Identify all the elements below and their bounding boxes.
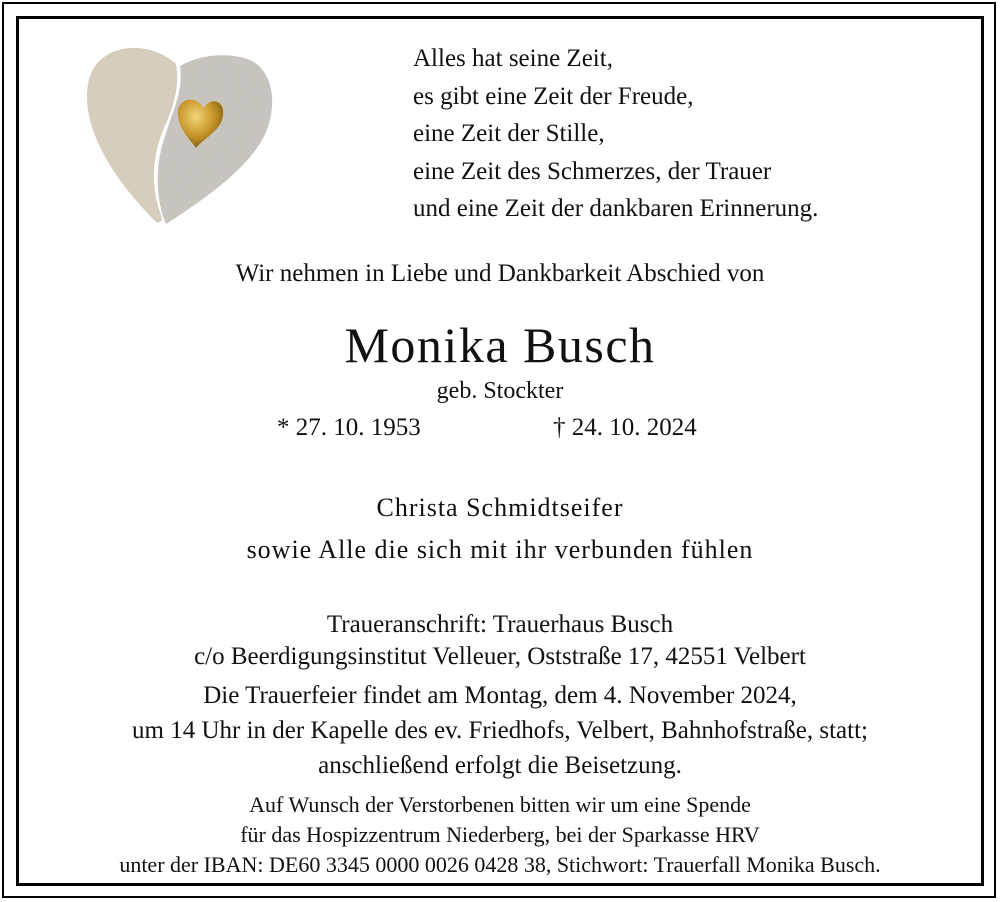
heart-stone-icon <box>80 36 275 236</box>
poem <box>413 40 933 228</box>
mourner-name: Christa Schmidtseifer <box>376 493 624 522</box>
deceased-name: Monika Busch <box>344 317 656 373</box>
poem-line: es gibt eine Zeit der Freude, <box>413 82 694 110</box>
poem-line: eine Zeit der Stille, <box>413 120 605 147</box>
address-line: Traueranschrift: Trauerhaus Busch <box>326 611 674 638</box>
poem-line: Alles hat seine Zeit, <box>413 45 613 72</box>
funeral-info-line: um 14 Uhr in der Kapelle des ev. Friedhofs, Velbert, Bahnhofstraße, statt; <box>132 717 868 744</box>
address-line: c/o Beerdigungsinstitut Velleuer, Oststraße 17, 42551 Velbert <box>194 643 806 670</box>
donation-line: Auf Wunsch der Verstorbenen bitten wir um eine Spende <box>249 792 751 817</box>
birth-date: * 27. 10. 1953 <box>277 414 421 441</box>
donation-line: unter der IBAN: DE60 3345 0000 0026 0428 38, Stichwort: Trauerfall Monika Busch. <box>119 852 881 877</box>
poem-line: eine Zeit des Schmerzes, der Trauer <box>413 157 772 185</box>
death-date: † 24. 10. 2024 <box>553 414 697 441</box>
poem-line: und eine Zeit der dankbaren Erinnerung. <box>413 195 819 222</box>
donation-line: für das Hospizzentrum Niederberg, bei der Sparkasse HRV <box>240 822 760 847</box>
funeral-info-line: Die Trauerfeier findet am Montag, dem 4. November 2024, <box>203 682 797 709</box>
maiden-name: geb. Stockter <box>436 378 564 404</box>
intro-text: Wir nehmen in Liebe und Dankbarkeit Abschied von <box>235 260 765 287</box>
funeral-info-line: anschließend erfolgt die Beisetzung. <box>318 752 682 779</box>
mourner-others: sowie Alle die sich mit ihr verbunden fühlen <box>246 535 754 564</box>
